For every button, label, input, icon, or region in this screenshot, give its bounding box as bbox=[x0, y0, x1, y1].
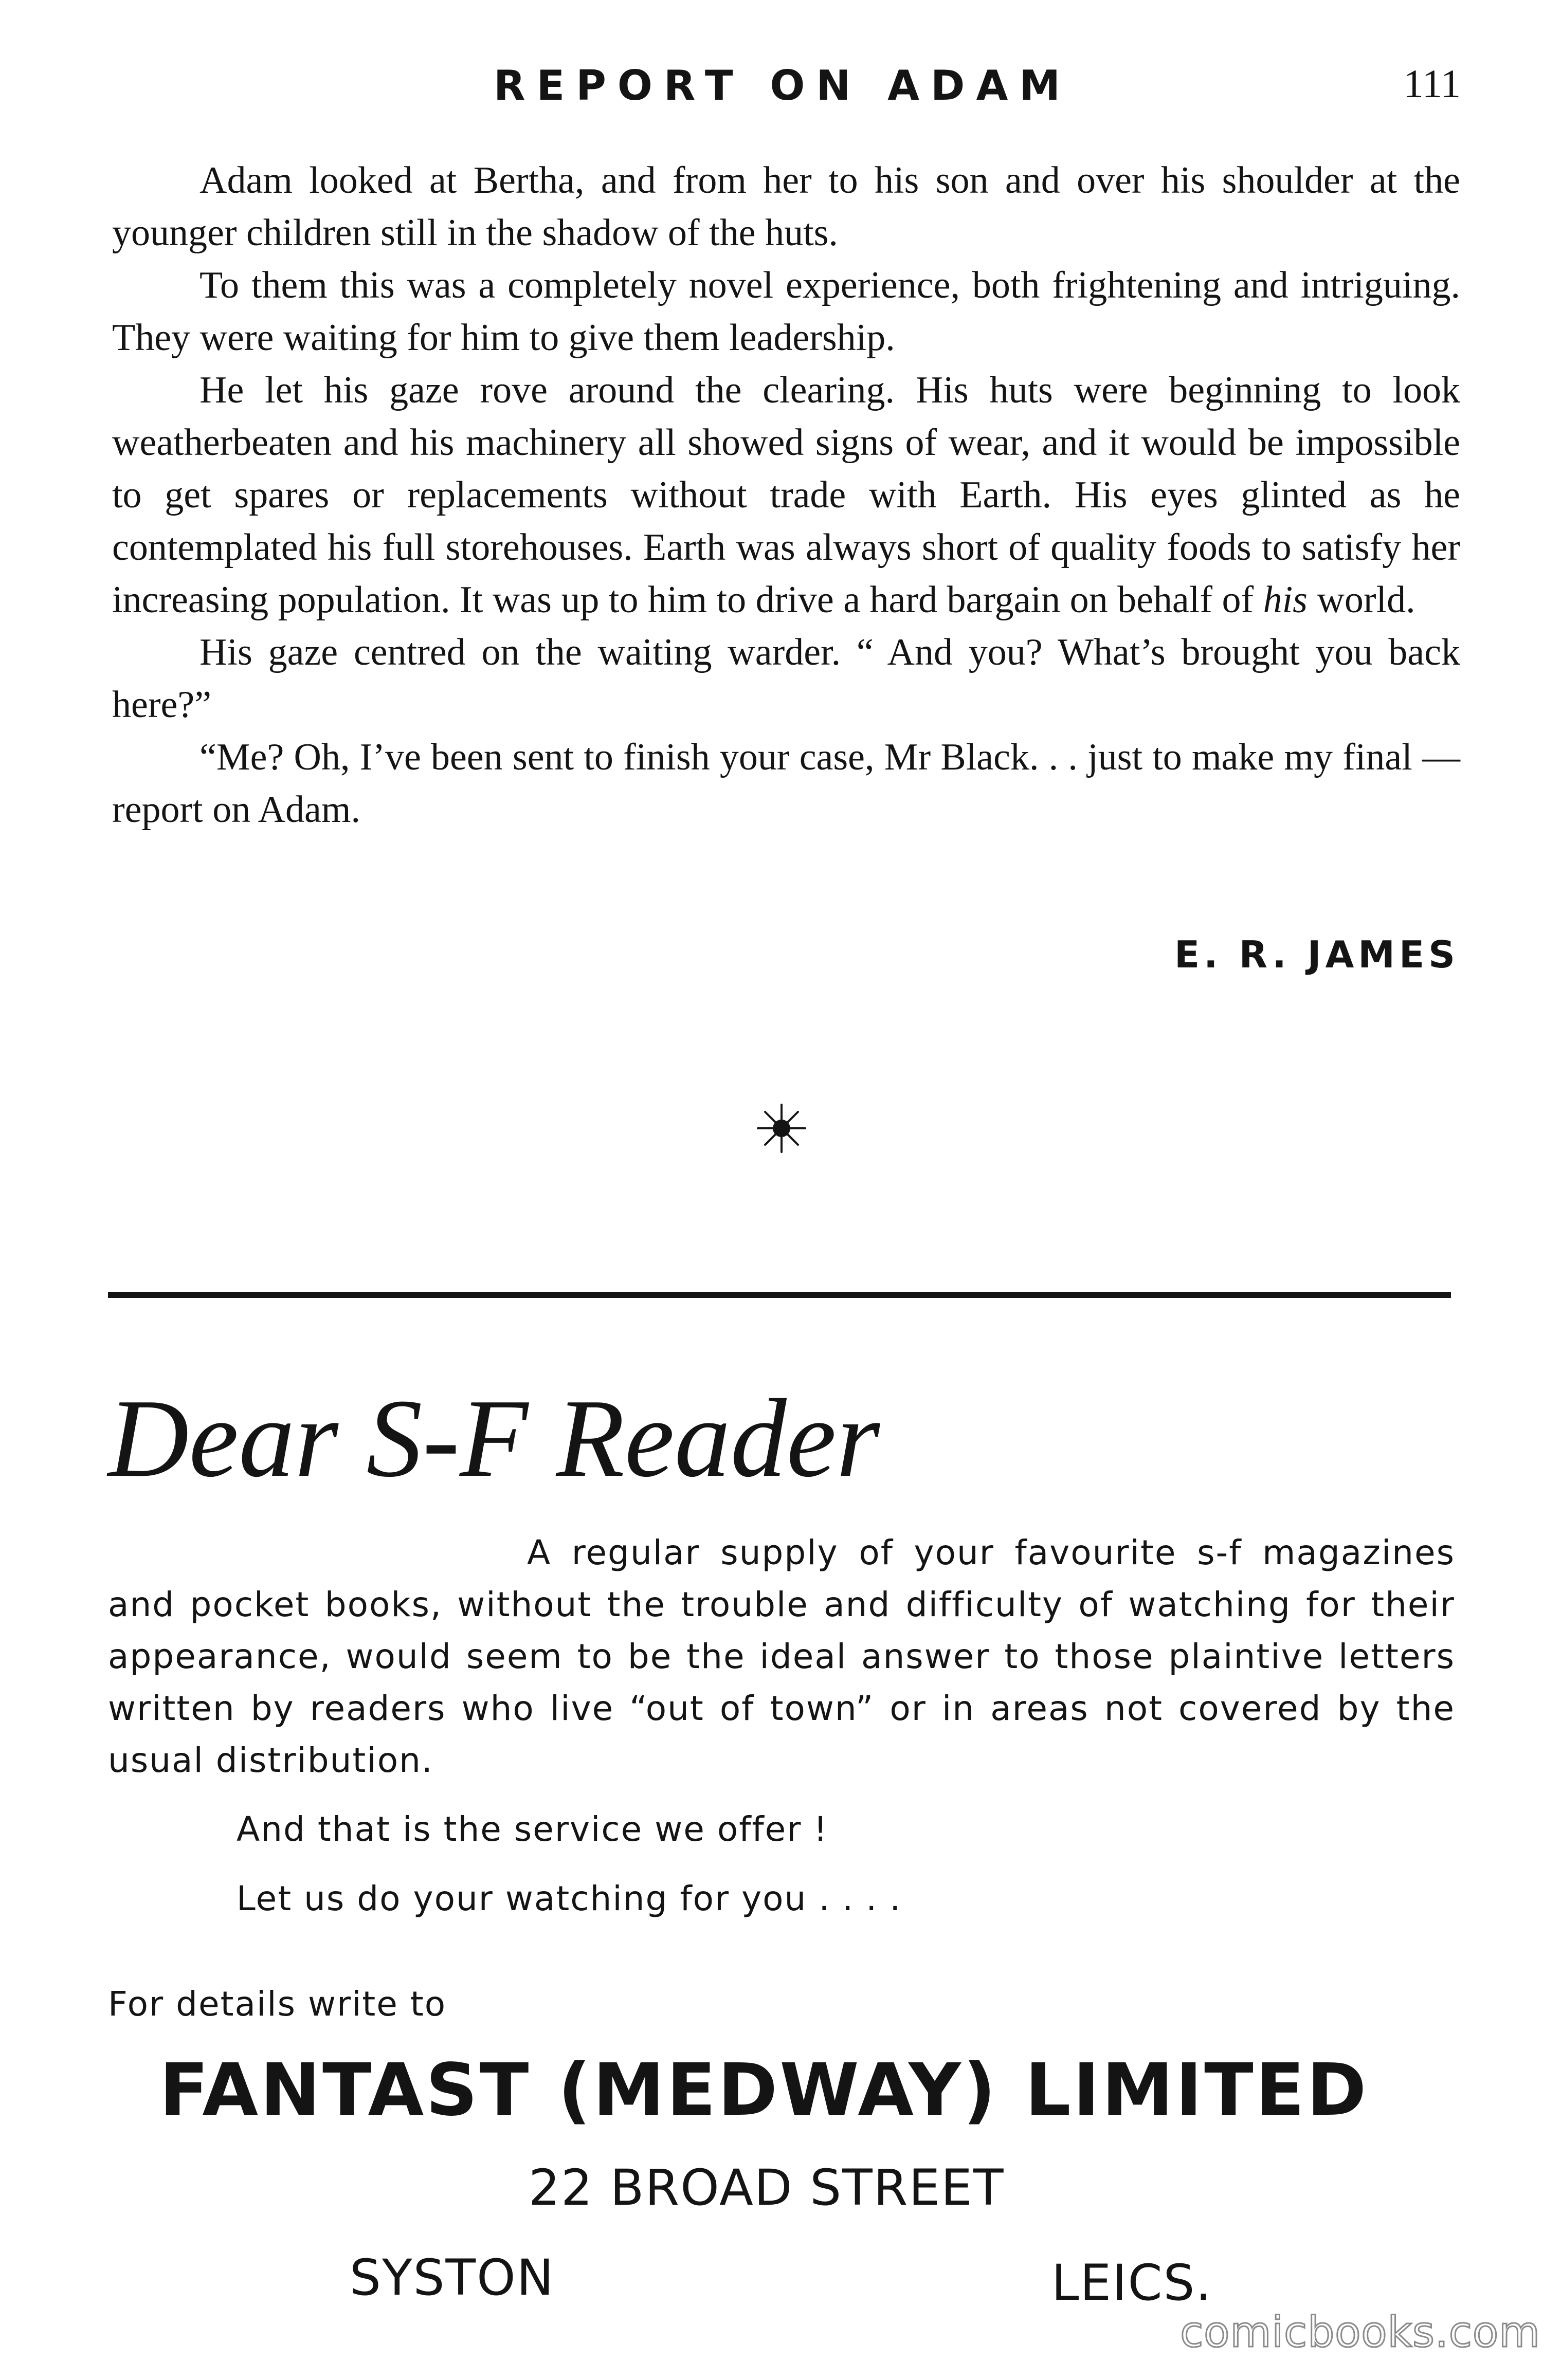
story-paragraph-tail: world. bbox=[1307, 579, 1415, 621]
advert-body bbox=[108, 1527, 1455, 1786]
advert-watching-line: Let us do your watching for you . . . . bbox=[237, 1879, 902, 1918]
advert-paragraph: A regular supply of your favourite s-f magazines and pocket books, without the trouble and difficulty of watching for their appearance, would seem to be the ideal answer to those plaintive letters written by readers who live “out of town” or in areas not covered by the usual distribution. bbox=[108, 1533, 1455, 1780]
running-title: REPORT ON ADAM bbox=[494, 62, 1072, 109]
section-divider bbox=[108, 1292, 1451, 1298]
story-paragraph: Adam looked at Bertha, and from her to his son and over his shoulder at the younger children still in the shadow of the huts. bbox=[112, 159, 1460, 254]
advert-heading: Dear S-F Reader bbox=[108, 1377, 880, 1500]
story-paragraph: To them this was a completely novel experience, both frightening and intriguing. They were waiting for him to give them leadership. bbox=[112, 264, 1460, 359]
story-paragraph bbox=[112, 364, 1460, 626]
story-text bbox=[112, 154, 1460, 836]
story-paragraph: His gaze centred on the waiting warder. “ And you? What’s brought you back here?” bbox=[112, 631, 1460, 726]
star-burst-icon bbox=[756, 1103, 807, 1157]
story-paragraph: “Me? Oh, I’ve been sent to finish your case, Mr Black. . . just to make my final — report on Adam. bbox=[112, 736, 1460, 831]
town-name: SYSTON bbox=[350, 2249, 555, 2306]
emphasis-word: his bbox=[1263, 579, 1308, 621]
page-number: 111 bbox=[1403, 61, 1461, 106]
advert-service-line: And that is the service we offer ! bbox=[237, 1809, 828, 1849]
story-paragraph-text: He let his gaze rove around the clearing. His huts were beginning to look weatherbeaten and his machinery all showed signs of wear, and it would be impossible to get spares or replacements without trade with Earth. His eyes glinted as he contemplated his full storehouses. Earth was always short of quality foods to satisfy her increasing population. It was up to him to drive a hard bargain on behalf of bbox=[112, 369, 1460, 621]
details-prompt: For details write to bbox=[108, 1984, 447, 2024]
author-byline: E. R. JAMES bbox=[1174, 933, 1459, 976]
county-name: LEICS. bbox=[1051, 2254, 1212, 2312]
company-name: FANTAST (MEDWAY) LIMITED bbox=[159, 2048, 1369, 2132]
street-address: 22 BROAD STREET bbox=[529, 2159, 1005, 2217]
watermark: comicbooks.com bbox=[1180, 2308, 1540, 2357]
